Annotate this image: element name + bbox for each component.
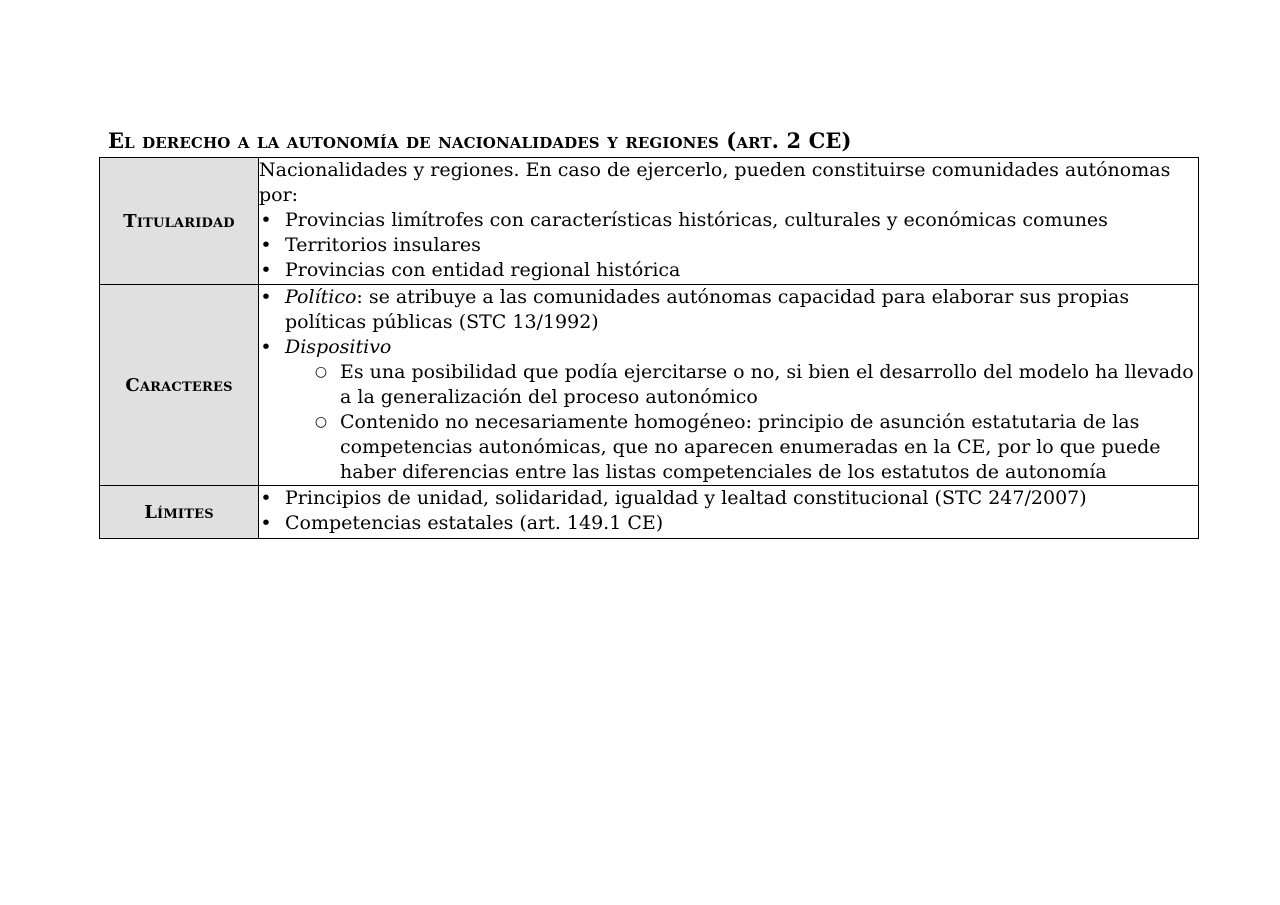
list-item: • Territorios insulares <box>285 233 1198 258</box>
list-item: • Provincias limítrofes con características históricas, culturales y económicas comunes <box>285 208 1198 233</box>
titularidad-list <box>259 208 1198 283</box>
term-politico: Político <box>285 286 357 308</box>
titularidad-intro: Nacionalidades y regiones. En caso de ejercerlo, pueden constituirse comunidades autónomas por: <box>259 159 1171 206</box>
list-item: • Competencias estatales (art. 149.1 CE) <box>285 511 1198 536</box>
table-row-caracteres <box>100 285 1199 486</box>
row-label-caracteres: Caracteres <box>100 285 259 486</box>
table-row-titularidad <box>100 158 1199 285</box>
row-label-limites: Límites <box>100 486 259 539</box>
politico-text: : se atribuye a las comunidades autónomas capacidad para elaborar sus propias políticas públicas (STC 13/1992) <box>285 286 1130 333</box>
row-label-titularidad: Titularidad <box>100 158 259 285</box>
list-item: • Principios de unidad, solidaridad, igualdad y lealtad constitucional (STC 247/2007) <box>285 486 1198 511</box>
list-item <box>285 335 1198 485</box>
dispositivo-sublist <box>285 360 1198 485</box>
row-content-titularidad <box>259 158 1199 285</box>
list-item: • Provincias con entidad regional histórica <box>285 258 1198 283</box>
list-item <box>285 285 1198 335</box>
sub-list-item: ○ Es una posibilidad que podía ejercitarse o no, si bien el desarrollo del modelo ha llevado a la generalización del proceso autonómico <box>340 360 1198 410</box>
limites-list <box>259 486 1198 536</box>
caracteres-list <box>259 285 1198 485</box>
table-row-limites <box>100 486 1199 539</box>
sub-list-item: ○ Contenido no necesariamente homogéneo: principio de asunción estatutaria de las competencias autonómicas, que no aparecen enumeradas en la CE, por lo que puede haber diferencias entre las listas competenciales de los estatutos de autonomía <box>340 410 1198 485</box>
row-content-limites <box>259 486 1199 539</box>
autonomy-table <box>99 157 1199 539</box>
page-title: El derecho a la autonomía de nacionalidades y regiones (art. 2 CE) <box>108 128 852 153</box>
term-dispositivo: Dispositivo <box>285 336 392 358</box>
row-content-caracteres <box>259 285 1199 486</box>
